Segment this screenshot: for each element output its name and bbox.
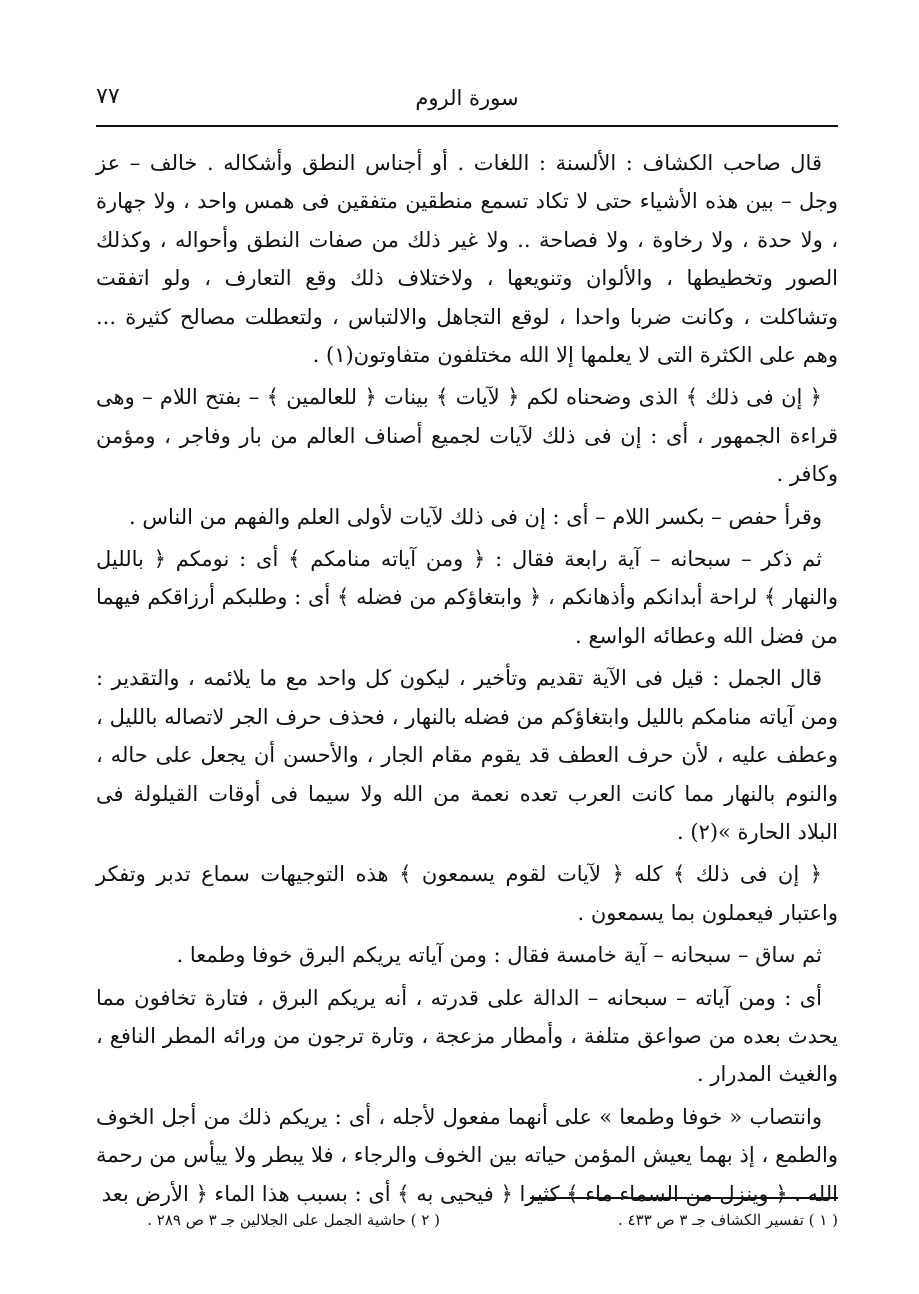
paragraph-8: أى : ومن آياته – سبحانه – الدالة على قدرته ، أنه يريكم البرق ، فتارة تخافون مما يحدث بعده من صواعق متلفة ، وأمطار مزعجة ، وتارة ترجون من ورائه المطر النافع ، والغيث المدرار .: [96, 985, 838, 1087]
footnotes: [96, 1211, 838, 1237]
paragraph-3: وقرأ حفص – بكسر اللام – أى : إن فى ذلك لآيات لأولى العلم والفهم من الناس .: [129, 504, 822, 529]
footnote-1: ( ١ ) تفسير الكشاف جـ ٣ ص ٤٣٣ .: [618, 1211, 838, 1229]
paragraph-1: قال صاحب الكشاف : الألسنة : اللغات . أو أجناس النطق وأشكاله . خالف – عز وجل – بين هذه الأشياء حتى لا تكاد تسمع منطقين متفقين فى همس واحد ، ولا جهارة ، ولا حدة ، ولا رخاوة ، ولا فصاحة .. ولا غير ذلك من صفات النطق وأحواله ، وكذلك الصور وتخطيطها ، والألوان وتنويعها ، ولاختلاف ذلك وقع التعارف ، ولو اتفقت وتشاكلت ، وكانت ضربا واحدا ، لوقع التجاهل والالتباس ، ولتعطلت مصالح كثيرة ... وهم على الكثرة التى لا يعلمها إلا الله مختلفون متفاوتون(١) .: [96, 151, 838, 368]
paragraph-6: ﴿ إن فى ذلك ﴾ كله ﴿ لآيات لقوم يسمعون ﴾ هذه التوجيهات سماع تدبر وتفكر واعتبار فيعملون بما يسمعون .: [96, 862, 838, 925]
page-header: [96, 82, 838, 118]
paragraph-4: ثم ذكر – سبحانه – آية رابعة فقال : ﴿ ومن آياته منامكم ﴾ أى : نومكم ﴿ بالليل والنهار ﴾ لراحة أبدانكم وأذهانكم ، ﴿ وابتغاؤكم من فضله ﴾ أى : وطلبكم أرزاقكم فيهما من فضل الله وعطائه الواسع .: [96, 547, 838, 648]
paragraph-5: قال الجمل : قيل فى الآية تقديم وتأخير ، ليكون كل واحد مع ما يلائمه ، والتقدير : ومن آياته منامكم بالليل وابتغاؤكم من فضله بالنهار ، فحذف حرف الجر لاتصاله بالليل ، وعطف عليه ، لأن حرف العطف قد يقوم مقام الجار ، والأحسن أن يجعل على حاله ، والنوم بالنهار مما كانت العرب تعده نعمة من الله ولا سيما فى أوقات القيلولة فى البلاد الحارة »(٢) .: [96, 666, 838, 844]
paragraph-9: وانتصاب « خوفا وطمعا » على أنهما مفعول لأجله ، أى : يريكم ذلك من أجل الخوف والطمع ، إذ بهما يعيش المؤمن حياته بين الخوف والرجاء ، فلا يبطر ولا ييأس من رحمة الله . ﴿ وينزل من السماء ماء ﴾ كثيرا ﴿ فيحيى به ﴾ أى : بسبب هذا الماء ﴿ الأرض بعد: [96, 1104, 838, 1206]
header-rule: [96, 125, 838, 127]
body-text: [96, 144, 838, 1217]
paragraph-7: ثم ساق – سبحانه – آية خامسة فقال : ومن آياته يريكم البرق خوفا وطمعا .: [176, 943, 822, 968]
page-number: ٧٧: [96, 84, 120, 109]
surah-title: سورة الروم: [415, 86, 519, 110]
footnote-2: ( ٢ ) حاشية الجمل على الجلالين جـ ٣ ص ٢٨٩ .: [147, 1211, 440, 1229]
paragraph-2: ﴿ إن فى ذلك ﴾ الذى وضحناه لكم ﴿ لآيات ﴾ بينات ﴿ للعالمين ﴾ – بفتح اللام – وهى قراءة الجمهور ، أى : إن فى ذلك لآيات لجميع أصناف العالم من بار وفاجر ، ومؤمن وكافر .: [96, 385, 838, 487]
footnote-rule: [530, 1197, 838, 1199]
